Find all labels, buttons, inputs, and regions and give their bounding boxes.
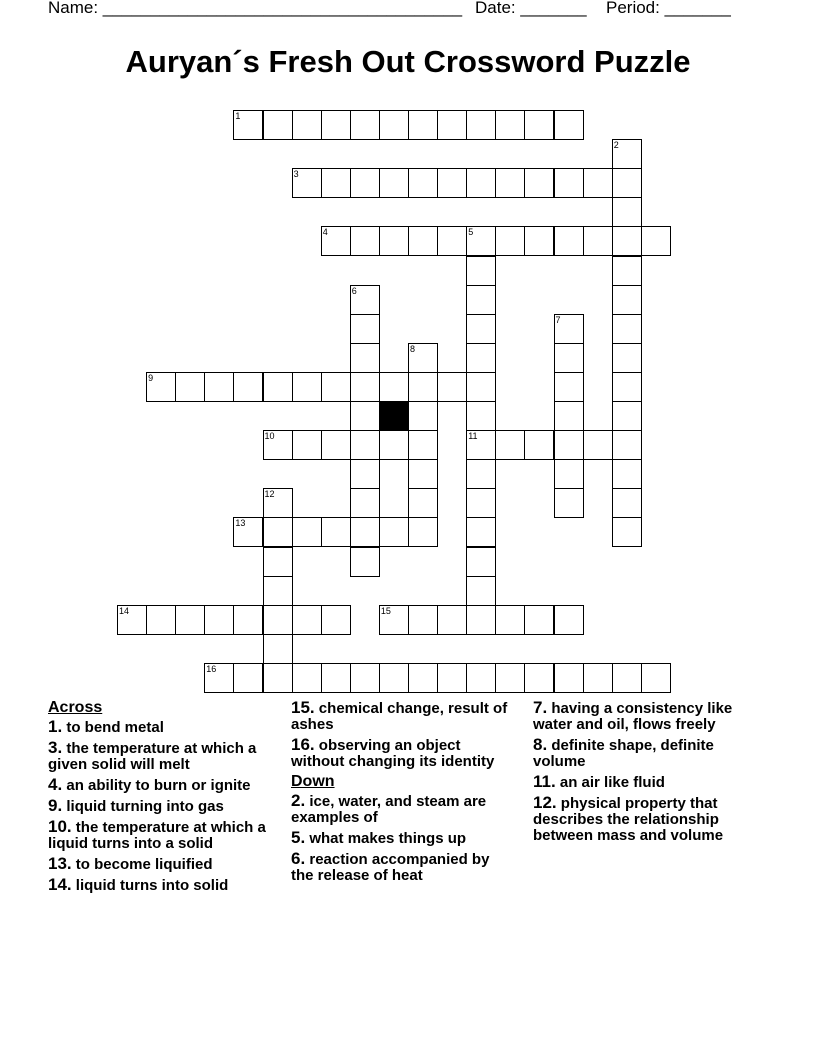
grid-cell[interactable] <box>612 401 642 431</box>
grid-cell[interactable] <box>350 168 380 198</box>
clue-text: an ability to burn or ignite <box>62 777 251 794</box>
puzzle-title: Auryan´s Fresh Out Crossword Puzzle <box>125 44 691 79</box>
cell-number: 7 <box>555 314 561 325</box>
name-line: Name: ______________________________________ <box>48 0 463 17</box>
grid-cell[interactable] <box>408 430 438 460</box>
grid-cell[interactable] <box>146 372 176 402</box>
grid-cell[interactable] <box>292 605 322 635</box>
grid-cell[interactable] <box>233 663 263 693</box>
grid-cell[interactable] <box>350 110 380 140</box>
grid-cell[interactable] <box>437 372 467 402</box>
grid-cell[interactable] <box>524 605 554 635</box>
period-line: Period: _______ <box>606 0 731 17</box>
grid-cell[interactable] <box>583 430 613 460</box>
clue <box>48 856 284 873</box>
clue-text: reaction accompanied by the release of heat <box>291 851 490 884</box>
grid-cell[interactable] <box>466 343 496 373</box>
clue-text: the temperature at which a liquid turns into a solid <box>48 819 266 852</box>
clue <box>291 737 516 770</box>
grid-cell[interactable] <box>495 110 525 140</box>
grid-cell[interactable] <box>408 459 438 489</box>
grid-cell[interactable] <box>612 226 642 256</box>
grid-cell[interactable] <box>204 605 234 635</box>
grid-cell[interactable] <box>437 226 467 256</box>
grid-cell[interactable] <box>408 372 438 402</box>
grid-cell[interactable] <box>524 430 554 460</box>
grid-cell[interactable] <box>350 517 380 547</box>
grid-cell[interactable] <box>146 605 176 635</box>
grid-cell[interactable] <box>554 401 584 431</box>
clue-number: 7. <box>533 698 548 717</box>
grid-cell[interactable] <box>524 110 554 140</box>
clues-column-3 <box>533 700 763 848</box>
grid-cell[interactable] <box>175 372 205 402</box>
clue <box>533 795 763 844</box>
grid-cell[interactable] <box>466 285 496 315</box>
grid-cell[interactable] <box>583 226 613 256</box>
grid-cell[interactable] <box>466 576 496 606</box>
clue <box>533 774 763 791</box>
grid-cell[interactable] <box>466 517 496 547</box>
grid-cell[interactable] <box>321 372 351 402</box>
grid-cell[interactable] <box>117 605 147 635</box>
grid-cell[interactable] <box>466 459 496 489</box>
clue-text: chemical change, result of ashes <box>291 700 508 733</box>
across-clue-list <box>48 719 284 894</box>
grid-cell[interactable] <box>466 372 496 402</box>
clue <box>291 793 516 826</box>
grid-cell[interactable] <box>204 372 234 402</box>
clue-text: liquid turns into solid <box>71 877 229 894</box>
grid-cell[interactable] <box>263 430 293 460</box>
clue <box>48 877 284 894</box>
grid-cell[interactable] <box>408 343 438 373</box>
grid-cell[interactable] <box>612 663 642 693</box>
clue-text: to bend metal <box>62 719 164 736</box>
grid-cell[interactable] <box>350 459 380 489</box>
grid-cell[interactable] <box>263 576 293 606</box>
grid-cell[interactable] <box>612 285 642 315</box>
grid-cell[interactable] <box>495 605 525 635</box>
grid-cell[interactable] <box>466 663 496 693</box>
clue-number: 14. <box>48 875 72 894</box>
grid-cell[interactable] <box>524 226 554 256</box>
clue-number: 9. <box>48 796 63 815</box>
cell-number: 15 <box>380 605 391 616</box>
clue-text: liquid turning into gas <box>62 798 224 815</box>
grid-cell[interactable] <box>554 663 584 693</box>
across-clue-list-continued <box>291 700 516 770</box>
grid-cell[interactable] <box>612 430 642 460</box>
cell-number: 5 <box>468 227 474 238</box>
grid-cell[interactable] <box>408 517 438 547</box>
grid-cell[interactable] <box>263 488 293 518</box>
clue <box>48 740 284 773</box>
clue-text: definite shape, definite volume <box>533 737 714 770</box>
grid-cell[interactable] <box>350 314 380 344</box>
grid-cell[interactable] <box>175 605 205 635</box>
grid-cell[interactable] <box>495 226 525 256</box>
clue <box>291 851 516 884</box>
clues-column-2 <box>291 700 516 888</box>
grid-cell[interactable] <box>350 226 380 256</box>
grid-cell[interactable] <box>233 605 263 635</box>
clue-number: 2. <box>291 791 306 810</box>
clue-number: 15. <box>291 698 315 717</box>
grid-cell[interactable] <box>321 168 351 198</box>
grid-cell[interactable] <box>233 110 263 140</box>
clue-number: 1. <box>48 717 63 736</box>
clue-number: 13. <box>48 854 72 873</box>
clue-text: having a consistency like water and oil, flows freely <box>533 700 733 733</box>
grid-cell[interactable] <box>612 256 642 286</box>
clue-text: ice, water, and steam are examples of <box>291 793 487 826</box>
grid-cell[interactable] <box>495 663 525 693</box>
across-heading: Across <box>48 699 103 716</box>
grid-cell[interactable] <box>292 430 322 460</box>
grid-cell[interactable] <box>612 459 642 489</box>
grid-cell[interactable] <box>204 663 234 693</box>
grid-cell[interactable] <box>263 110 293 140</box>
grid-cell[interactable] <box>466 256 496 286</box>
clue <box>48 777 284 794</box>
grid-cell[interactable] <box>263 547 293 577</box>
grid-cell[interactable] <box>408 168 438 198</box>
clue-text: physical property that describes the relationship between mass and volume <box>533 795 724 844</box>
grid-cell[interactable] <box>379 517 409 547</box>
grid-cell[interactable] <box>554 372 584 402</box>
clues-column-1 <box>48 700 284 898</box>
grid-cell[interactable] <box>350 663 380 693</box>
grid-cell[interactable] <box>263 634 293 664</box>
grid-cell[interactable] <box>379 168 409 198</box>
grid-cell[interactable] <box>379 372 409 402</box>
grid-cell[interactable] <box>641 663 671 693</box>
grid-cell[interactable] <box>466 226 496 256</box>
cell-number: 1 <box>235 111 241 121</box>
clue-text: the temperature at which a given solid will melt <box>48 740 257 773</box>
grid-cell[interactable] <box>379 430 409 460</box>
grid-cell[interactable] <box>292 663 322 693</box>
grid-cell[interactable] <box>437 605 467 635</box>
black-square <box>379 401 409 431</box>
clue-text: an air like fluid <box>555 774 665 791</box>
grid-cell[interactable] <box>408 226 438 256</box>
clue <box>533 737 763 770</box>
grid-cell[interactable] <box>437 168 467 198</box>
clue-number: 16. <box>291 735 315 754</box>
grid-cell[interactable] <box>350 401 380 431</box>
cell-number: 11 <box>468 431 478 442</box>
grid-cell[interactable] <box>554 343 584 373</box>
grid-cell[interactable] <box>321 430 351 460</box>
grid-cell[interactable] <box>554 168 584 198</box>
cell-number: 4 <box>322 227 328 238</box>
grid-cell[interactable] <box>641 226 671 256</box>
cell-number: 2 <box>613 140 619 151</box>
grid-cell[interactable] <box>350 488 380 518</box>
grid-cell[interactable] <box>466 430 496 460</box>
grid-cell[interactable] <box>583 663 613 693</box>
down-clue-list-continued <box>533 700 763 844</box>
cell-number: 8 <box>410 343 416 354</box>
grid-cell[interactable] <box>350 547 380 577</box>
grid-cell[interactable] <box>554 430 584 460</box>
cell-number: 12 <box>264 489 275 500</box>
grid-cell[interactable] <box>466 605 496 635</box>
grid-cell[interactable] <box>292 372 322 402</box>
grid-cell[interactable] <box>466 488 496 518</box>
grid-cell[interactable] <box>612 139 642 169</box>
grid-cell[interactable] <box>466 547 496 577</box>
grid-cell[interactable] <box>583 168 613 198</box>
clue-number: 11. <box>533 772 556 791</box>
clue <box>533 700 763 733</box>
grid-cell[interactable] <box>466 314 496 344</box>
grid-cell[interactable] <box>379 110 409 140</box>
grid-cell[interactable] <box>379 605 409 635</box>
grid-cell[interactable] <box>350 430 380 460</box>
clue-number: 4. <box>48 775 63 794</box>
grid-cell[interactable] <box>554 605 584 635</box>
grid-cell[interactable] <box>233 372 263 402</box>
grid-cell[interactable] <box>554 110 584 140</box>
grid-cell[interactable] <box>408 605 438 635</box>
grid-cell[interactable] <box>466 168 496 198</box>
grid-cell[interactable] <box>495 430 525 460</box>
clue-number: 3. <box>48 738 63 757</box>
grid-cell[interactable] <box>554 314 584 344</box>
clue <box>48 819 284 852</box>
grid-cell[interactable] <box>321 226 351 256</box>
clue <box>48 798 284 815</box>
grid-cell[interactable] <box>379 226 409 256</box>
grid-cell[interactable] <box>612 314 642 344</box>
grid-cell[interactable] <box>524 663 554 693</box>
grid-cell[interactable] <box>437 110 467 140</box>
grid-cell[interactable] <box>350 343 380 373</box>
grid-cell[interactable] <box>350 372 380 402</box>
clue-text: to become liquified <box>71 856 213 873</box>
grid-cell[interactable] <box>263 372 293 402</box>
cell-number: 14 <box>119 605 130 616</box>
grid-cell[interactable] <box>554 488 584 518</box>
grid-cell[interactable] <box>612 372 642 402</box>
grid-cell[interactable] <box>263 517 293 547</box>
grid-cell[interactable] <box>408 110 438 140</box>
grid-cell[interactable] <box>292 168 322 198</box>
grid-cell[interactable] <box>408 488 438 518</box>
cell-number: 6 <box>351 285 357 296</box>
grid-cell[interactable] <box>379 663 409 693</box>
down-heading: Down <box>291 773 335 790</box>
down-clue-list <box>291 793 516 884</box>
cell-number: 10 <box>264 431 275 442</box>
clue-number: 5. <box>291 828 306 847</box>
grid-cell[interactable] <box>408 401 438 431</box>
grid-cell[interactable] <box>612 488 642 518</box>
cell-number: 16 <box>206 663 217 674</box>
clue-number: 10. <box>48 817 72 836</box>
grid-cell[interactable] <box>612 343 642 373</box>
grid-cell[interactable] <box>495 168 525 198</box>
grid-cell[interactable] <box>321 663 351 693</box>
grid-cell[interactable] <box>554 459 584 489</box>
grid-cell[interactable] <box>408 663 438 693</box>
clue <box>291 700 516 733</box>
grid-cell[interactable] <box>524 168 554 198</box>
date-line: Date: _______ <box>475 0 587 17</box>
grid-cell[interactable] <box>350 285 380 315</box>
grid-cell[interactable] <box>612 168 642 198</box>
grid-cell[interactable] <box>321 517 351 547</box>
grid-cell[interactable] <box>321 110 351 140</box>
clue-number: 12. <box>533 793 557 812</box>
grid-cell[interactable] <box>612 517 642 547</box>
clue-text: what makes things up <box>305 830 467 847</box>
grid-cell[interactable] <box>466 110 496 140</box>
grid-cell[interactable] <box>263 663 293 693</box>
cell-number: 3 <box>293 169 299 180</box>
grid-cell[interactable] <box>437 663 467 693</box>
clue-number: 6. <box>291 849 306 868</box>
clue <box>291 830 516 847</box>
cell-number: 9 <box>148 372 154 383</box>
cell-number: 13 <box>235 518 246 529</box>
clue <box>48 719 284 736</box>
grid-cell[interactable] <box>233 517 263 547</box>
grid-cell[interactable] <box>292 517 322 547</box>
clue-number: 8. <box>533 735 548 754</box>
grid-cell[interactable] <box>554 226 584 256</box>
grid-cell[interactable] <box>292 110 322 140</box>
clue-text: observing an object without changing its identity <box>291 737 495 770</box>
grid-cell[interactable] <box>612 197 642 227</box>
grid-cell[interactable] <box>321 605 351 635</box>
grid-cell[interactable] <box>263 605 293 635</box>
grid-cell[interactable] <box>466 401 496 431</box>
